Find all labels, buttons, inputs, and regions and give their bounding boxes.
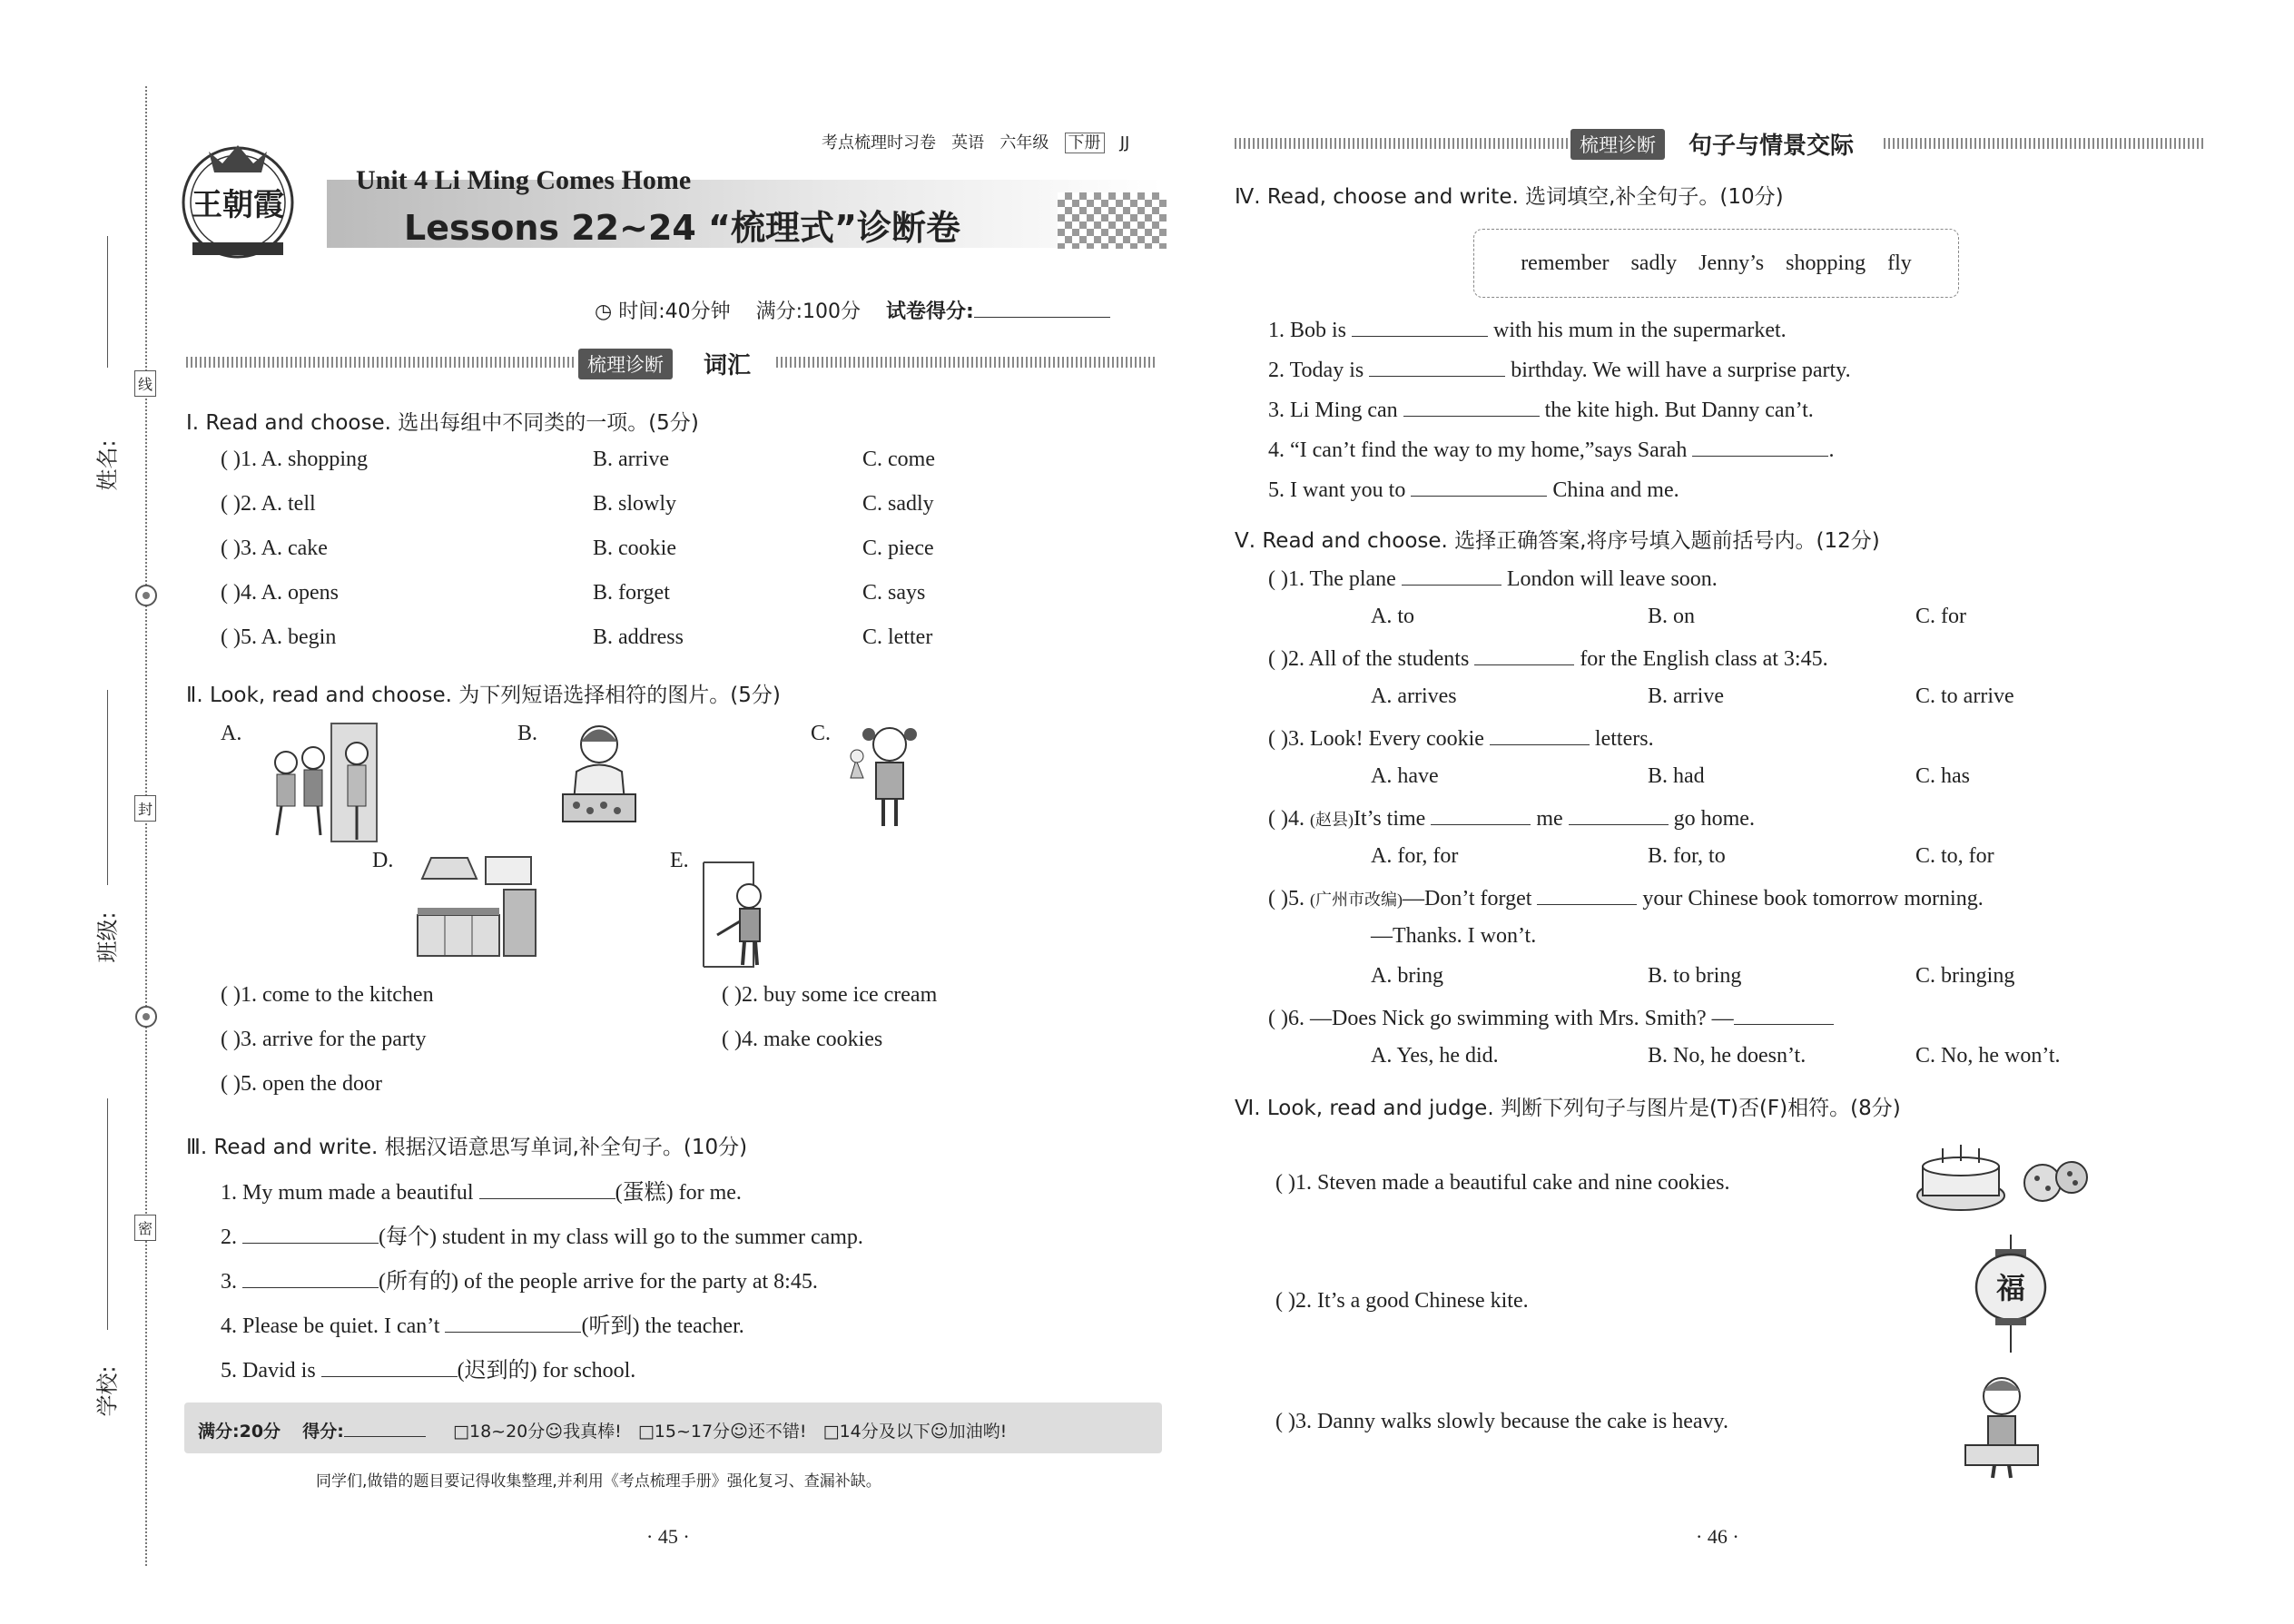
section-title-vocab: 词汇 <box>704 352 752 379</box>
match-item[interactable]: ( )2. buy some ice cream <box>722 983 938 1007</box>
section-6-title: Ⅵ. Look, read and judge. 判断下列句子与图片是(T)否(F)相符。(8分) <box>1235 1097 1901 1120</box>
mc-question[interactable] <box>1268 645 1828 672</box>
divider-stripe <box>186 357 576 368</box>
answer-blank[interactable] <box>321 1356 458 1377</box>
clock-icon: ◷ <box>595 300 613 323</box>
question-part: me <box>1536 807 1563 831</box>
answer-blank[interactable] <box>1569 804 1669 825</box>
question-part: your Chinese book tomorrow morning. <box>1642 887 1984 910</box>
sentence-end: China and me. <box>1547 478 1679 502</box>
smile-icon: ☺ <box>545 1422 564 1442</box>
fill-sentence <box>1268 316 1787 343</box>
option-c[interactable]: C. bringing <box>1915 964 2015 988</box>
mc-question[interactable] <box>1268 804 1755 832</box>
question-rest: for the English class at 3:45. <box>1580 647 1828 671</box>
option-b: B. slowly <box>593 492 677 516</box>
option-c: C. piece <box>862 536 934 560</box>
judge-item[interactable]: ( )2. It’s a good Chinese kite. <box>1275 1289 1529 1313</box>
sentence-start: 5. I want you to <box>1268 478 1412 502</box>
option-b[interactable]: B. on <box>1648 605 1696 628</box>
choice-row[interactable]: ( )3. A. cake <box>221 536 328 560</box>
judge-item[interactable]: ( )3. Danny walks slowly because the cake is heavy. <box>1275 1410 1728 1433</box>
option-a[interactable]: A. arrives <box>1371 684 1457 708</box>
review-note: 同学们,做错的题目要记得收集整理,并利用《考点梳理手册》强化复习、查漏补缺。 <box>316 1472 881 1491</box>
option-a[interactable]: A. have <box>1371 764 1439 788</box>
answer-blank[interactable] <box>1431 804 1531 825</box>
source-tag: (广州市改编) <box>1309 891 1403 909</box>
option-b: B. forget <box>593 581 670 605</box>
school-label: 学校: <box>94 1365 121 1417</box>
picture-label-c: C. <box>811 722 832 745</box>
fill-sentence <box>1268 476 1679 503</box>
question-stem: ( )2. All of the students <box>1268 647 1470 671</box>
option-b[interactable]: B. for, to <box>1648 844 1726 868</box>
lesson-title: Lessons 22~24 “梳理式”诊断卷 <box>404 208 961 248</box>
sentence-end: for me. <box>673 1181 742 1205</box>
chinese-hint: (蛋糕) <box>615 1181 674 1205</box>
school-line <box>107 1098 108 1330</box>
unit-title: Unit 4 Li Ming Comes Home <box>356 165 692 195</box>
question-stem: ( )5. <box>1268 887 1310 910</box>
fill-sentence <box>1268 436 1834 463</box>
sentence-start: 4. “I can’t find the way to my home,”says Sarah <box>1268 438 1693 462</box>
option-b[interactable]: B. No, he doesn’t. <box>1648 1044 1807 1068</box>
picture-label-b: B. <box>517 722 538 745</box>
source-tag: (赵县) <box>1309 811 1354 829</box>
question-stem: ( )6. —Does Nick go swimming with Mrs. Smith? — <box>1268 1007 1734 1030</box>
sentence-end: student in my class will go to the summer camp. <box>436 1225 863 1249</box>
girl-with-ice-cream-illustration <box>849 722 921 831</box>
section-5-title: Ⅴ. Read and choose. 选择正确答案,将序号填入题前括号内。(12分) <box>1235 529 1880 553</box>
answer-blank[interactable] <box>1692 436 1828 457</box>
rating-option[interactable]: □15~17分 <box>637 1422 731 1442</box>
sentence-start: 1. My mum made a beautiful <box>221 1181 479 1205</box>
brand-logo <box>172 132 309 268</box>
class-label: 班级: <box>94 911 121 963</box>
sentence-end: for school. <box>537 1359 636 1383</box>
fill-sentence <box>221 1218 863 1250</box>
answer-blank[interactable] <box>1474 645 1574 665</box>
section-score-label: 得分: <box>302 1422 344 1442</box>
name-line <box>107 236 108 368</box>
fill-sentence <box>1268 396 1814 423</box>
line-marker: 线 <box>134 370 156 397</box>
woman-baking-cookies-illustration <box>558 722 640 840</box>
option-b: B. address <box>593 625 684 649</box>
smile-icon: ☺ <box>730 1422 748 1442</box>
chinese-hint: (所有的) <box>379 1270 458 1294</box>
sentence-end: with his mum in the supermarket. <box>1488 319 1787 342</box>
match-item[interactable]: ( )5. open the door <box>221 1072 382 1096</box>
series-name: 考点梳理时习卷 <box>822 133 936 153</box>
answer-blank[interactable] <box>479 1178 615 1199</box>
question-rest: London will leave soon. <box>1506 567 1718 591</box>
sentence-start: 1. Bob is <box>1268 319 1353 342</box>
question-stem: ( )3. Look! Every cookie <box>1268 727 1484 751</box>
answer-blank[interactable] <box>1411 476 1547 497</box>
section-tag: 梳理诊断 <box>578 349 673 379</box>
section-2-title: Ⅱ. Look, read and choose. 为下列短语选择相符的图片。(5分) <box>186 684 781 707</box>
question-stem: ( )4. <box>1268 807 1310 831</box>
page-number-right: · 46 · <box>1696 1525 1739 1548</box>
section-score-input[interactable] <box>344 1420 426 1437</box>
sentence-start: 3. <box>221 1270 242 1294</box>
sentence-start: 4. Please be quiet. I can’t <box>221 1314 446 1338</box>
question-rest: letters. <box>1594 727 1654 751</box>
cake-and-cookies-illustration <box>1915 1139 2097 1221</box>
sentence-start: 2. Today is <box>1268 359 1370 382</box>
rating-text: 还不错! <box>747 1422 807 1442</box>
option-b[interactable]: B. to bring <box>1648 964 1742 988</box>
option-c: C. come <box>862 448 935 471</box>
picture-label-e: E. <box>670 849 689 872</box>
lantern-illustration <box>1970 1235 2052 1362</box>
rating-text: 加油哟! <box>948 1422 1008 1442</box>
section-3-title: Ⅲ. Read and write. 根据汉语意思写单词,补全句子。(10分) <box>186 1136 748 1159</box>
rating-option[interactable]: □14分及以下 <box>822 1422 930 1442</box>
option-a[interactable]: A. bring <box>1371 964 1443 988</box>
full-score: 满分:100分 <box>755 300 861 323</box>
chinese-hint: (听到) <box>581 1314 640 1338</box>
kids-at-door-illustration <box>259 722 386 849</box>
question-part: go home. <box>1673 807 1755 831</box>
question-part: —Don’t forget <box>1402 887 1532 910</box>
divider-stripe <box>1884 138 2203 149</box>
time-limit: 时间:40分钟 <box>618 300 731 323</box>
logo-text: 王朝霞 <box>192 187 284 223</box>
question-stem: ( )1. The plane <box>1268 567 1396 591</box>
boy-carrying-cake-illustration <box>1956 1371 2047 1480</box>
option-b: B. cookie <box>593 536 676 560</box>
page-number-left: · 45 · <box>646 1525 690 1548</box>
seal-marker: 封 <box>134 795 156 822</box>
answer-blank[interactable] <box>1369 356 1505 377</box>
fill-sentence <box>1268 356 1851 383</box>
option-c[interactable]: C. No, he won’t. <box>1915 1044 2061 1068</box>
divider-stripe <box>1235 138 1569 149</box>
cut-flower-icon <box>133 583 159 608</box>
match-item[interactable]: ( )3. arrive for the party <box>221 1028 427 1051</box>
chinese-hint: (迟到的) <box>457 1359 537 1383</box>
section-tag: 梳理诊断 <box>1570 129 1665 160</box>
option-b: B. arrive <box>593 448 669 471</box>
mc-question[interactable] <box>1268 884 1984 911</box>
chinese-hint: (每个) <box>379 1225 437 1249</box>
option-c[interactable]: C. has <box>1915 764 1970 788</box>
choice-row[interactable]: ( )5. A. begin <box>221 625 337 649</box>
sentence-end: the kite high. But Danny can’t. <box>1539 399 1814 422</box>
answer-blank[interactable] <box>1537 884 1637 905</box>
mc-question[interactable] <box>1268 1004 1834 1031</box>
sentence-end: . <box>1828 438 1835 462</box>
sentence-start: 3. Li Ming can <box>1268 399 1403 422</box>
word-bank: remember sadly Jenny’s shopping fly <box>1473 229 1959 298</box>
sentence-start: 5. David is <box>221 1359 321 1383</box>
score-label: 试卷得分: <box>886 300 974 323</box>
option-a[interactable]: A. Yes, he did. <box>1371 1044 1499 1068</box>
section-4-title: Ⅳ. Read, choose and write. 选词填空,补全句子。(10分) <box>1235 185 1784 209</box>
option-b[interactable]: B. had <box>1648 764 1705 788</box>
option-c[interactable]: C. to arrive <box>1915 684 2014 708</box>
kitchen-illustration <box>413 853 540 962</box>
answer-blank[interactable] <box>1490 724 1590 745</box>
answer-blank[interactable] <box>1403 396 1540 417</box>
class-line <box>107 690 108 885</box>
term: 下册 <box>1065 133 1105 153</box>
mc-question[interactable] <box>1268 724 1654 752</box>
choice-row[interactable]: ( )1. A. shopping <box>221 448 368 471</box>
answer-blank[interactable] <box>445 1312 581 1333</box>
sentence-end: of the people arrive for the party at 8:45. <box>458 1270 818 1294</box>
option-b[interactable]: B. arrive <box>1648 684 1724 708</box>
answer-blank[interactable] <box>242 1223 379 1244</box>
rating-option[interactable]: □18~20分 <box>453 1422 546 1442</box>
match-item[interactable]: ( )4. make cookies <box>722 1028 883 1051</box>
answer-blank[interactable] <box>1402 565 1501 586</box>
option-c: C. says <box>862 581 926 605</box>
divider-stripe <box>776 357 1157 368</box>
fill-sentence <box>221 1174 742 1206</box>
answer-blank[interactable] <box>1734 1004 1834 1025</box>
option-c: C. sadly <box>862 492 934 516</box>
choice-row[interactable]: ( )2. A. tell <box>221 492 316 516</box>
grade: 六年级 <box>999 133 1049 153</box>
picture-label-a: A. <box>221 722 242 745</box>
sealed-marker: 密 <box>134 1215 156 1241</box>
name-label: 姓名: <box>94 439 121 491</box>
mc-question[interactable] <box>1268 565 1718 592</box>
sentence-end: birthday. We will have a surprise party. <box>1505 359 1851 382</box>
dialog-reply: —Thanks. I won’t. <box>1371 924 1537 948</box>
total-score-input[interactable] <box>974 297 1110 318</box>
section-full-score: 满分:20分 <box>198 1422 281 1442</box>
option-c[interactable]: C. for <box>1915 605 1966 628</box>
sentence-start: 2. <box>221 1225 242 1249</box>
boy-opening-door-illustration <box>699 858 781 971</box>
fill-sentence <box>221 1352 635 1383</box>
fill-sentence <box>221 1307 744 1339</box>
choice-row[interactable]: ( )4. A. opens <box>221 581 339 605</box>
subject: 英语 <box>951 133 985 153</box>
smile-icon: ☺ <box>930 1422 949 1442</box>
question-part: It’s time <box>1353 807 1426 831</box>
rating-text: 我真棒! <box>563 1422 622 1442</box>
sentence-end: the teacher. <box>639 1314 744 1338</box>
checker-decoration <box>1058 192 1167 249</box>
lantern-character: 福 <box>1995 1271 2026 1305</box>
option-c[interactable]: C. to, for <box>1915 844 1994 868</box>
edition: JJ <box>1119 133 1130 153</box>
option-a[interactable]: A. to <box>1371 605 1414 628</box>
option-a[interactable]: A. for, for <box>1371 844 1459 868</box>
answer-blank[interactable] <box>242 1267 379 1288</box>
cut-flower-icon <box>133 1004 159 1029</box>
fill-sentence <box>221 1263 818 1294</box>
section-1-title: Ⅰ. Read and choose. 选出每组中不同类的一项。(5分) <box>186 411 699 435</box>
picture-label-d: D. <box>372 849 394 872</box>
dotted-cut-line <box>145 86 147 1566</box>
judge-item[interactable]: ( )1. Steven made a beautiful cake and nine cookies. <box>1275 1171 1730 1195</box>
answer-blank[interactable] <box>1352 316 1488 337</box>
section-title-sentences: 句子与情景交际 <box>1689 133 1855 160</box>
match-item[interactable]: ( )1. come to the kitchen <box>221 983 434 1007</box>
option-c: C. letter <box>862 625 933 649</box>
